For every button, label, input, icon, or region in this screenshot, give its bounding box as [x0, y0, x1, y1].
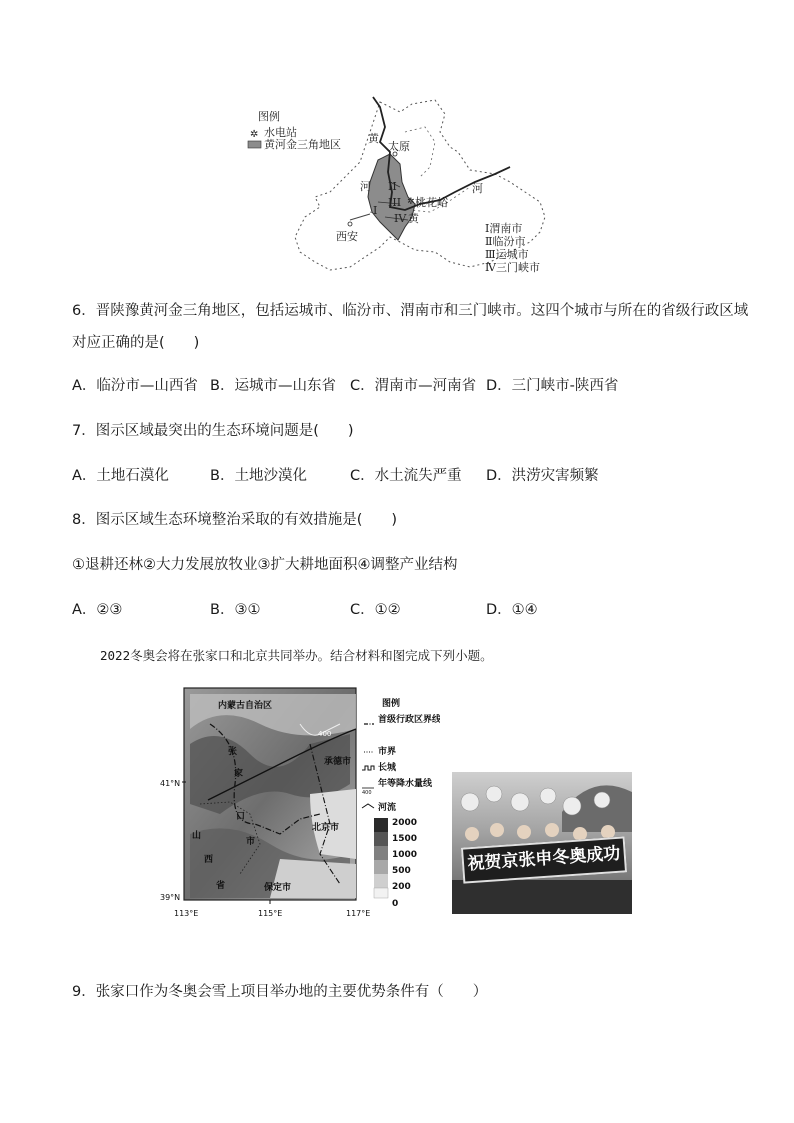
- map1-legend-item: 黄河金三角地区: [264, 138, 341, 151]
- celebration-photo: [452, 772, 632, 914]
- intro-text: 2022冬奥会将在张家口和北京共同举办。结合材料和图完成下列小题。: [100, 648, 493, 663]
- map1-legend-title: 图例: [258, 110, 280, 123]
- q7-option-a[interactable]: A．土地石漠化: [72, 468, 169, 484]
- map2-label: 山: [192, 831, 202, 841]
- latitude-label: 41°N: [160, 779, 181, 788]
- q6-option-d[interactable]: D．三门峡市-陕西省: [486, 378, 619, 394]
- map2-legend-item: 首级行政区界线: [378, 715, 440, 725]
- map2-label: 口: [236, 812, 246, 822]
- map2-label: 张: [228, 747, 238, 757]
- elevation-scale: [374, 818, 417, 909]
- q7-option-c[interactable]: C．水土流失严重: [350, 468, 462, 484]
- q6-stem-line1: 6．晋陕豫黄河金三角地区，包括运城市、临汾市、渭南市和三门峡市。这四个城市与所在的省级行政区域: [72, 303, 749, 319]
- map2-label: 北京市: [312, 823, 340, 833]
- map1-key-item: Ⅲ运城市: [485, 248, 529, 261]
- map2-label: 省: [216, 881, 226, 891]
- q7-option-d[interactable]: D．洪涝灾害频繁: [486, 468, 599, 484]
- scale-label: 1500: [392, 834, 418, 844]
- hydropower-station-icon: ✲: [407, 197, 415, 207]
- hydropower-station-icon: ✲: [250, 129, 259, 140]
- q8-stem: 8．图示区域生态环境整治采取的有效措施是( ): [72, 512, 398, 528]
- q6-option-c[interactable]: C．渭南市—河南省: [350, 378, 477, 394]
- longitude-label: 115°E: [258, 909, 283, 918]
- map1-label: 黄: [368, 132, 379, 145]
- latitude-label: 39°N: [160, 893, 181, 902]
- q8-measures: ①退耕还林②大力发展放牧业③扩大耕地面积④调整产业结构: [72, 557, 458, 573]
- isohyet-label: 400: [362, 790, 372, 796]
- map2-label: 西: [204, 855, 214, 865]
- zhangjiakou-map: [160, 684, 440, 929]
- q8-option-c[interactable]: C．①②: [350, 602, 401, 618]
- map2-label: 承德市: [324, 757, 352, 767]
- map1-label: 太原: [388, 140, 410, 153]
- q6-stem-line2: 对应正确的是( ): [72, 335, 200, 351]
- longitude-label: 117°E: [346, 909, 371, 918]
- map1-label: I: [373, 204, 378, 217]
- map2-label: 保定市: [264, 883, 292, 893]
- map1-label: II: [388, 180, 397, 193]
- map1-key-item: Ⅱ临汾市: [485, 235, 526, 248]
- q8-option-a[interactable]: A．②③: [72, 602, 123, 618]
- scale-label: 2000: [392, 818, 418, 828]
- map1-label: IV: [394, 212, 407, 225]
- map2-label: 内蒙古自治区: [218, 701, 273, 711]
- map2-legend-item: 长城: [378, 763, 397, 773]
- q7-stem: 7．图示区域最突出的生态环境问题是( ): [72, 423, 354, 439]
- q6-option-b[interactable]: B．运城市—山东省: [210, 378, 336, 394]
- map2-legend-item: 年等降水量线: [378, 779, 433, 789]
- triangle-area-swatch: [248, 141, 261, 148]
- zhangjiakou-map-figure: [160, 684, 440, 929]
- map1-key-item: Ⅳ三门峡市: [485, 261, 540, 274]
- svg-text:400: 400: [318, 730, 332, 738]
- map1-label: 河: [472, 182, 483, 195]
- scale-label: 500: [392, 866, 411, 876]
- q7-option-b[interactable]: B．土地沙漠化: [210, 468, 307, 484]
- celebration-banner: 祝贺京张申冬奥成功: [461, 836, 627, 883]
- map1-label: III: [388, 196, 402, 209]
- map2-legend-item: 市界: [378, 747, 397, 757]
- longitude-label: 113°E: [174, 909, 199, 918]
- map1-label: 黄: [408, 212, 419, 225]
- map1-key-item: Ⅰ渭南市: [485, 222, 523, 235]
- map2-label: 市: [246, 837, 256, 847]
- yellow-river-triangle-map: [240, 92, 560, 282]
- map1-legend-item: 水电站: [264, 126, 297, 139]
- map2-label: 家: [234, 769, 244, 779]
- scale-label: 200: [392, 882, 411, 892]
- map1-label: 西安: [336, 230, 358, 243]
- q8-option-d[interactable]: D．①④: [486, 602, 538, 618]
- map2-legend-title: 图例: [382, 699, 401, 709]
- q9-stem: 9．张家口作为冬奥会雪上项目举办地的主要优势条件有（ ）: [72, 984, 488, 1000]
- map2-legend-item: 河流: [378, 803, 397, 813]
- scale-label: 1000: [392, 850, 418, 860]
- q8-option-b[interactable]: B．③①: [210, 602, 261, 618]
- scale-label: 0: [392, 899, 399, 909]
- map1-label: 河: [360, 180, 371, 193]
- map1-label: 桃花峪: [415, 196, 448, 209]
- q6-option-a[interactable]: A．临汾市—山西省: [72, 378, 198, 394]
